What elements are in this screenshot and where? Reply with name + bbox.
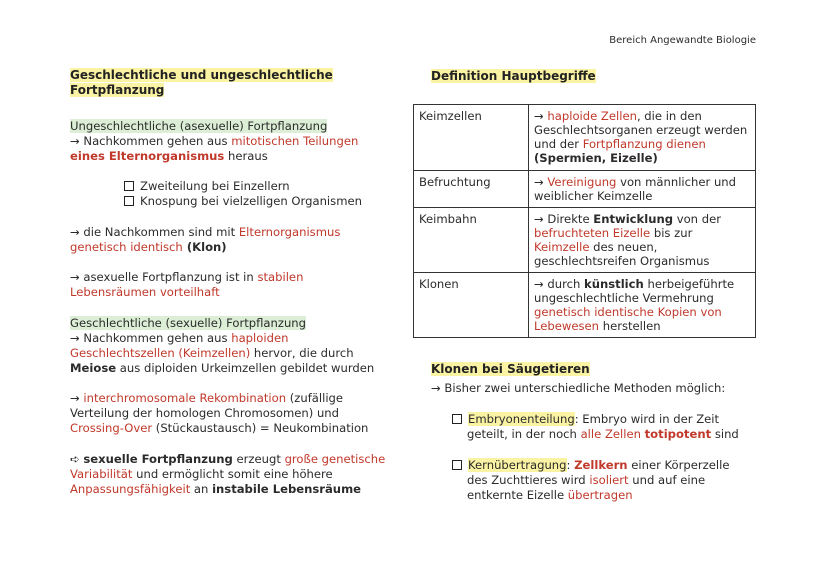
sexual-variability-para: ➪ sexuelle Fortpflanzung erzeugt große genetische Variabilität und ermöglicht somit eine höhere Anpassungsfähigkeit an instabile Lebensräume: [70, 452, 386, 496]
main-title: Geschlechtliche und ungeschlechtliche Fortpflanzung: [70, 68, 333, 97]
sexual-recombination-para: → interchromosomale Rekombination (zufällige Verteilung der homologen Chromosomen) und Crossing-Over (Stückaustausch) = Neukombination: [70, 391, 369, 435]
list-item: Knospung bei vielzelligen Organismen: [70, 194, 362, 209]
sexual-section: Geschlechtliche (sexuelle) Fortpflanzung → Nachkommen gehen aus haploiden Geschlechtszellen (Keimzellen) hervor, die durch Meiose aus diploiden Urkeimzellen gebildet wurden: [70, 316, 375, 375]
table-row: [414, 208, 756, 273]
list-item: Kernübertragung: Zellkern einer Körperzelle des Zuchttieres wird isoliert und auf eine entkernte Eizelle übertragen: [452, 458, 729, 503]
table-cell-term: Keimbahn: [414, 208, 529, 273]
checkbox-icon: [452, 414, 462, 424]
asexual-bullets: [70, 179, 362, 209]
checkbox-icon: [452, 460, 462, 470]
table-row: [414, 171, 756, 208]
table-cell-term: Befruchtung: [414, 171, 529, 208]
cloning-title: Klonen bei Säugetieren: [431, 362, 590, 376]
checkbox-icon: [124, 181, 134, 191]
cloning-intro: → Bisher zwei unterschiedliche Methoden möglich:: [431, 381, 726, 395]
list-item: Zweiteilung bei Einzellern: [70, 179, 362, 194]
list-item: Embryonenteilung: Embryo wird in der Zeit geteilt, in der noch alle Zellen totipotent sind: [452, 412, 739, 442]
table-row: [414, 105, 756, 171]
asexual-clone-para: → die Nachkommen sind mit Elternorganismus genetisch identisch (Klon): [70, 225, 341, 254]
definitions-table: [413, 104, 756, 338]
section-label: Bereich Angewandte Biologie: [609, 35, 756, 46]
checkbox-icon: [124, 196, 134, 206]
asexual-section: Ungeschlechtliche (asexuelle) Fortpflanzung → Nachkommen gehen aus mitotischen Teilungen eines Elternorganismus heraus: [70, 119, 359, 163]
table-row: [414, 273, 756, 338]
table-cell-term: Klonen: [414, 273, 529, 338]
sexual-heading: Geschlechtliche (sexuelle) Fortpflanzung: [70, 316, 307, 330]
table-cell-definition: → Vereinigung von männlicher und weiblicher Keimzelle: [529, 171, 756, 208]
asexual-habitat-para: → asexuelle Fortpflanzung ist in stabilen Lebensräumen vorteilhaft: [70, 270, 304, 299]
table-cell-definition: → Direkte Entwicklung von der befruchteten Eizelle bis zur Keimzelle des neuen, geschlechtsreifen Organismus: [529, 208, 756, 273]
definitions-title: Definition Hauptbegriffe: [431, 69, 596, 83]
table-cell-term: Keimzellen: [414, 105, 529, 171]
table-cell-definition: → haploide Zellen, die in den Geschlechtsorganen erzeugt werden und der Fortpflanzung dienen (Spermien, Eizelle): [529, 105, 756, 171]
table-cell-definition: → durch künstlich herbeigeführte ungeschlechtliche Vermehrung genetisch identische Kopien von Lebewesen herstellen: [529, 273, 756, 338]
asexual-heading: Ungeschlechtliche (asexuelle) Fortpflanzung: [70, 119, 328, 133]
